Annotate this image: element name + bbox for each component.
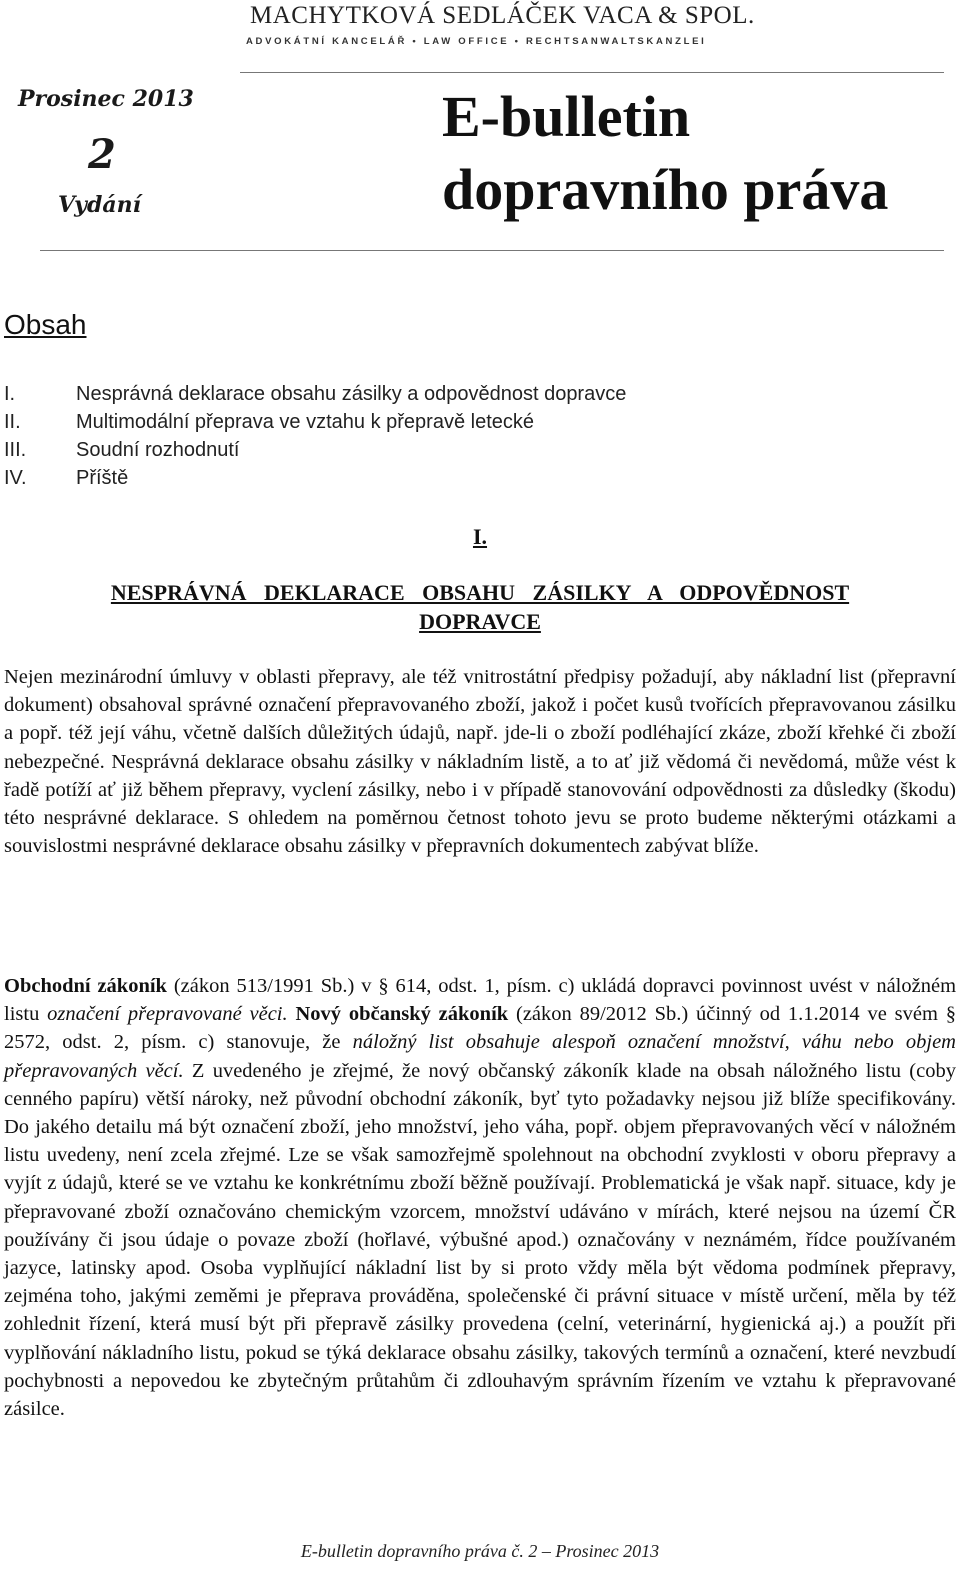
firm-name: MACHYTKOVÁ SEDLÁČEK VACA & SPOL. xyxy=(250,2,755,29)
toc-item[interactable] xyxy=(4,383,724,411)
toc-item-text: Soudní rozhodnutí xyxy=(76,439,240,461)
body-paragraph-2 xyxy=(4,972,956,1423)
toc-item[interactable] xyxy=(4,411,724,439)
page-footer: E-bulletin dopravního práva č. 2 – Prosinec 2013 xyxy=(300,1541,660,1561)
para2-italic: označení přepravované věci. xyxy=(47,1003,288,1026)
para2-text: (zákon 89/2012 Sb.) účinný od 1.1.2014 ve svém § 2572, odst. 2, písm. c) stanovuje, že xyxy=(4,1003,957,1054)
issue-number: 2 xyxy=(88,131,116,178)
toc-heading: Obsah xyxy=(4,309,87,340)
toc-item-number: I. xyxy=(4,383,16,405)
toc-item-number: III. xyxy=(4,439,27,461)
toc-item[interactable] xyxy=(4,467,724,495)
issue-month: Prosinec 2013 xyxy=(18,86,194,112)
body-paragraph-1: Nejen mezinárodní úmluvy v oblasti přepravy, ale též vnitrostátní předpisy požadují, aby nákladní list (přepravní dokument) obsahoval správné označení přepravovaného zboží, jakož i počet kusů tvořících přepravovanou zásilku a popř. též její váhu, včetně dalších důležitých údajů, např. jde-li o zboží podléhající zkáze, zboží křehké či zboží nebezpečné. Nesprávná deklarace obsahu zásilky v nákladním listě, a to ať již vědomá či nevědomá, může vést k řadě potíží ať již během přepravy, vyclení zásilky, nebo i v případě stanovování odpovědnosti za důsledky (škodu) této nesprávné deklarace. S ohledem na poměrnou četnost tohoto jevu se proto budeme některými otázkami a souvislostmi nesprávné deklarace obsahu zásilky v přepravních dokumentech zabývat blíže. xyxy=(4,666,956,858)
para2-text: Z uvedeného je zřejmé, že nový občanský zákoník klade na obsah náložného listu (coby cenného papíru) větší nároky, než původní obchodní zákoník, byť tyto požadavky nejsou již blíže specifikovány. Do jakého detailu má být označení zboží, jeho množství, jeho váha, popř. objem přepravovaných věcí v náložném listu uvedeny, není zcela zřejmé. Lze se však samozřejmě spolehnout na obchodní zvyklosti v oboru přepravy a vyjít z údajů, které se ve vztahu ke konkrétnímu zboží běžně používají. Problematická je však např. situace, kdy je přepravované zboží označováno chemickým vzorcem, množství udáváno v mírách, které nejsou na území ČR používány či jsou údaje o povaze zboží (hořlavé, výbušné apod.) označovány v neznámém, řídce používaném jazyce, latinsky apod. Osoba vyplňující nákladní list by si proto vždy měla být vědoma podmínek přepravy, zejména toho, jakými zeměmi je přeprava prováděna, společenské či právní situace v místě určení, měla by též zohlednit řízení, která musí být při přepravě zásilky provedena (celní, veterinární, hygienická aj.) a použít při vyplňování nákladního listu, pokud se týká deklarace obsahu zásilky, takových termínů a označení, které nevzbudí pochybnosti a nepovedou ke zbytečným průtahům či zdlouhavým správním řízením ve vztahu k přepravované zásilce. xyxy=(4,1059,956,1421)
law-name-civil-code: Nový občanský zákoník xyxy=(295,1003,509,1026)
para2-italic: náložný list obsahuje alespoň označení množství, váhu nebo objem přepravovaných věcí. xyxy=(4,1031,956,1082)
toc-item-text: Multimodální přeprava ve vztahu k přepravě letecké xyxy=(76,411,535,433)
bulletin-title xyxy=(442,80,952,226)
toc-item-number: II. xyxy=(4,411,21,433)
firm-tagline: ADVOKÁTNÍ KANCELÁŘ • LAW OFFICE • RECHTSANWALTSKANZLEI xyxy=(246,36,707,47)
section-number: I. xyxy=(472,524,488,549)
bulletin-title-line1: E-bulletin xyxy=(442,84,691,149)
toc-item-number: IV. xyxy=(4,467,27,489)
section-title: NESPRÁVNÁ DEKLARACE OBSAHU ZÁSILKY A ODPOVĚDNOST DOPRAVCE xyxy=(110,580,850,634)
issue-label: Vydání xyxy=(58,192,141,218)
header-rule xyxy=(240,72,944,73)
toc-item-text: Příště xyxy=(76,467,129,489)
law-name-commercial-code: Obchodní zákoník xyxy=(4,975,167,997)
bulletin-title-line2: dopravního práva xyxy=(442,157,889,222)
toc-item-text: Nesprávná deklarace obsahu zásilky a odpovědnost dopravce xyxy=(76,383,627,405)
toc-item[interactable] xyxy=(4,439,724,467)
title-rule xyxy=(40,250,944,251)
para2-text: (zákon 513/1991 Sb.) v § 614, odst. 1, písm. c) ukládá dopravci povinnost uvést v náložném listu xyxy=(4,975,957,1026)
